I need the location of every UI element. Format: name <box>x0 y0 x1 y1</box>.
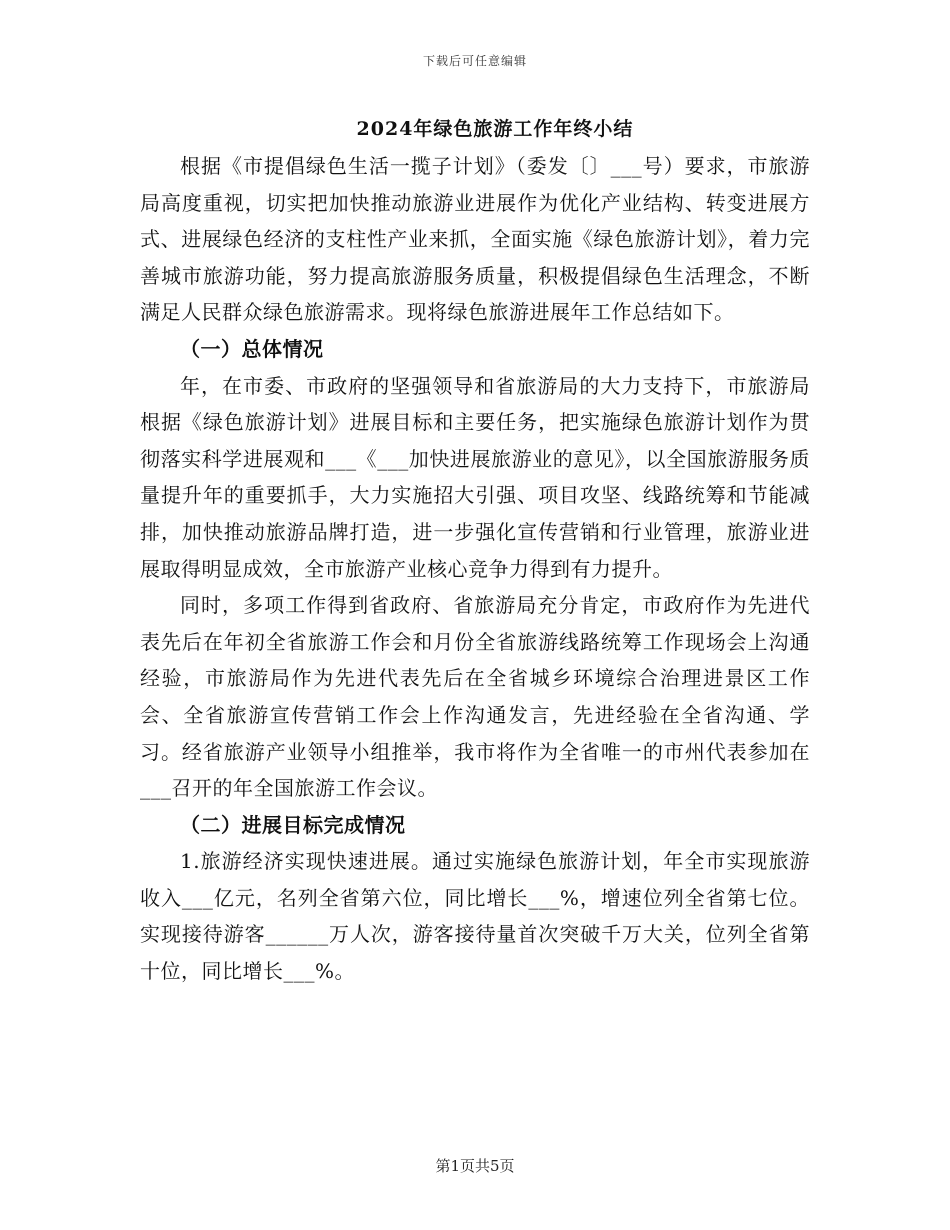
section-heading-goals: （二）进展目标完成情况 <box>180 812 406 837</box>
header-note: 下载后可任意编辑 <box>422 54 527 68</box>
overview-paragraph-1: 年，在市委、市政府的坚强领导和省旅游局的大力支持下，市旅游局根据《绿色旅游计划》进展目标和主要任务，把实施绿色旅游计划作为贯彻落实科学进展观和___《___加快进展旅游业的意见》，以全国旅游服务质量提升年的重要抓手，大力实施招大引强、项目攻坚、线路统筹和节能减排，加快推动旅游品牌打造，进一步强化宣传营销和行业管理，旅游业进展取得明显成效，全市旅游产业核心竞争力得到有力提升。 <box>140 373 810 581</box>
document-title: 2024年绿色旅游工作年终小结 <box>356 118 634 140</box>
document-body <box>140 110 810 990</box>
section-heading-overview: （一）总体情况 <box>180 336 324 361</box>
intro-paragraph: 根据《市提倡绿色生活一揽子计划》（委发〔〕___号）要求，市旅游局高度重视，切实把加快推动旅游业进展作为优化产业结构、转变进展方式、进展绿色经济的支柱性产业来抓，全面实施《绿色旅游计划》，着力完善城市旅游功能，努力提高旅游服务质量，积极提倡绿色生活理念，不断满足人民群众绿色旅游需求。现将绿色旅游进展年工作总结如下。 <box>140 154 810 325</box>
page-number-footer: 第1页共5页 <box>435 1157 515 1175</box>
goals-paragraph-1: 1.旅游经济实现快速进展。通过实施绿色旅游计划，年全市实现旅游收入___亿元，名列全省第六位，同比增长___%，增速位列全省第七位。实现接待游客______万人次，游客接待量首次突破千万大关，位列全省第十位，同比增长___%。 <box>140 849 810 984</box>
overview-paragraph-2: 同时，多项工作得到省政府、省旅游局充分肯定，市政府作为先进代表先后在年初全省旅游工作会和月份全省旅游线路统筹工作现场会上沟通经验，市旅游局作为先进代表先后在全省城乡环境综合治理进景区工作会、全省旅游宣传营销工作会上作沟通发言，先进经验在全省沟通、学习。经省旅游产业领导小组推举，我市将作为全省唯一的市州代表参加在___召开的年全国旅游工作会议。 <box>140 593 810 801</box>
